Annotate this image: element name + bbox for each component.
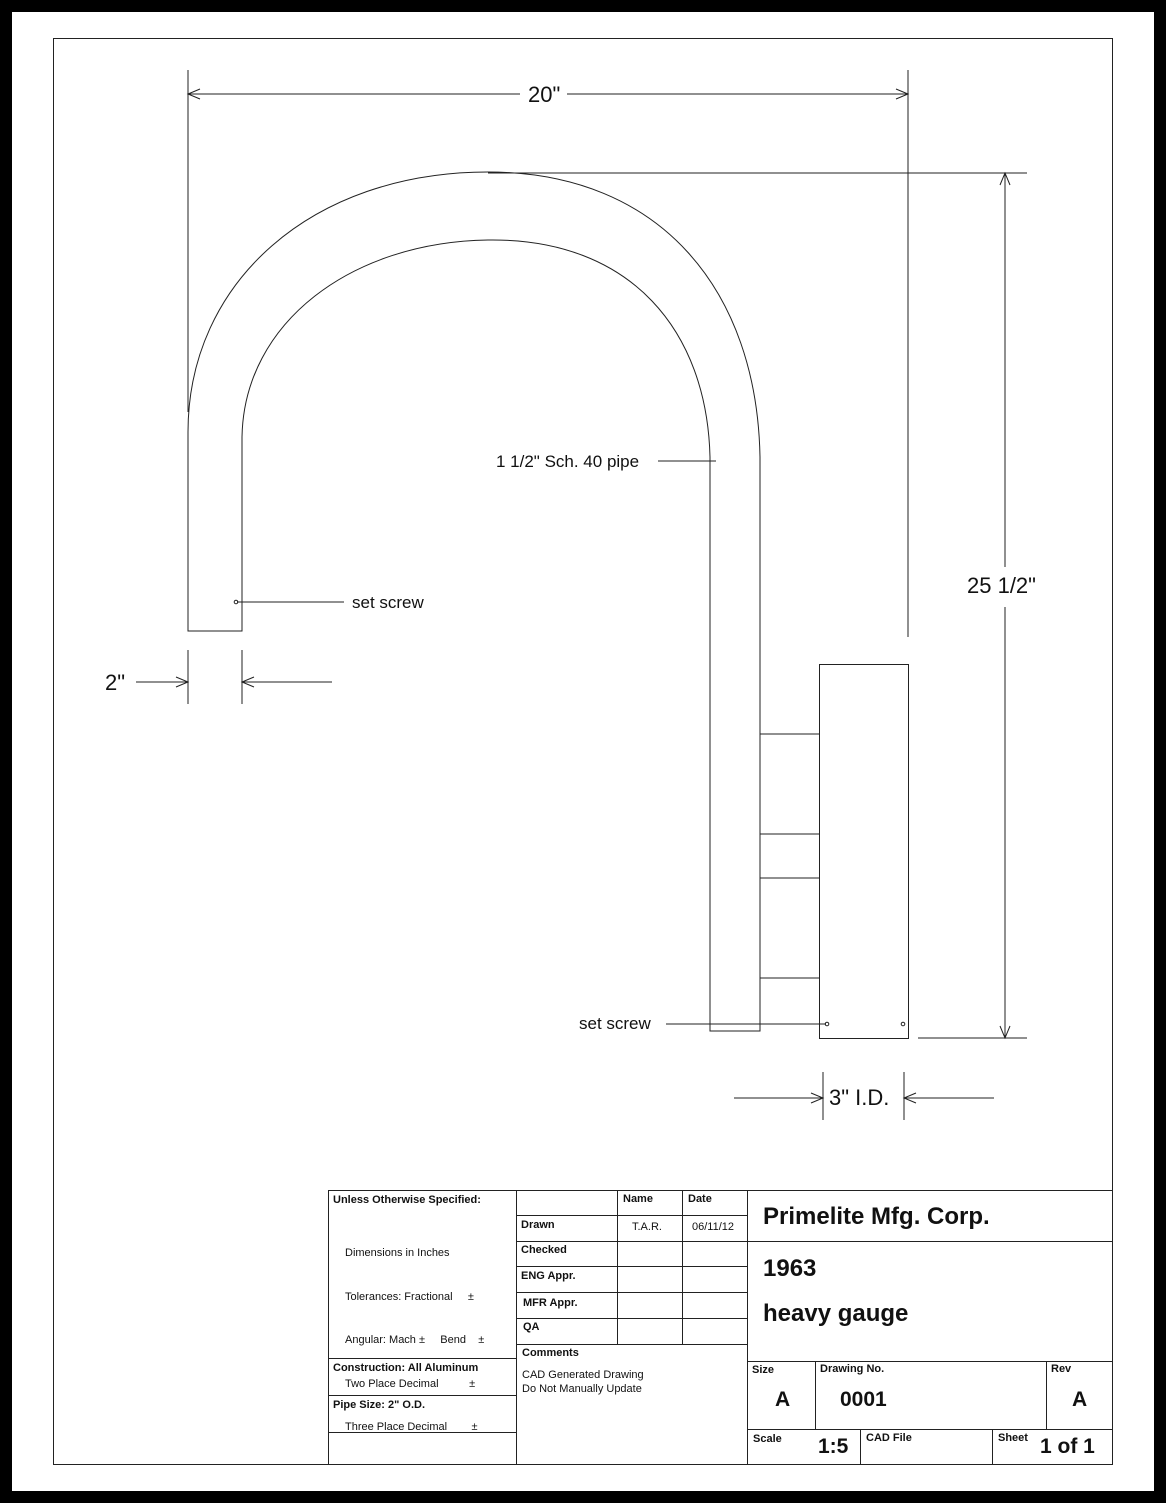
size-value: A (775, 1388, 791, 1411)
set-screw-callout-bottom: set screw (579, 1014, 651, 1033)
cad-file-label: CAD File (866, 1432, 912, 1444)
rev-value: A (1072, 1388, 1088, 1411)
drawn-name: T.A.R. (632, 1221, 662, 1233)
width-dimension-label: 20" (528, 82, 561, 107)
comments-text (522, 1368, 644, 1396)
set-screw-callout-top: set screw (352, 593, 424, 612)
drawing-number-label: Drawing No. (820, 1363, 885, 1375)
notes-heading: Unless Otherwise Specified: (333, 1194, 481, 1206)
height-dimension-label: 25 1/2" (967, 573, 1036, 598)
date-column-header: Date (688, 1193, 712, 1205)
sheet-border (54, 39, 1113, 1465)
sheet-value: 1 of 1 (1040, 1435, 1095, 1458)
set-screw-marker (901, 1022, 905, 1026)
drawn-date: 06/11/12 (692, 1221, 735, 1233)
technical-drawing (12, 12, 1154, 1491)
checked-label: Checked (521, 1244, 567, 1256)
sleeve-id-dimension-label: 3" I.D. (829, 1085, 890, 1110)
note-line: Three Place Decimal ± (345, 1421, 478, 1433)
drawing-title-line1: 1963 (763, 1255, 817, 1282)
drawing-sheet (12, 12, 1154, 1491)
qa-label: QA (523, 1321, 540, 1333)
name-column-header: Name (623, 1193, 653, 1205)
drawing-title-line2: heavy gauge (763, 1300, 909, 1327)
note-line: Angular: Mach ± Bend ± (345, 1334, 485, 1346)
scale-value: 1:5 (818, 1435, 849, 1458)
comment-line: Do Not Manually Update (522, 1383, 642, 1395)
tolerance-notes (345, 1217, 484, 1464)
drawing-number: 0001 (840, 1388, 887, 1411)
sheet-label: Sheet (998, 1432, 1028, 1444)
size-label: Size (752, 1364, 775, 1376)
note-line: Two Place Decimal ± (345, 1377, 476, 1390)
note-line: Tolerances: Fractional ± (345, 1290, 474, 1303)
pipe-width-dimension-label: 2" (105, 670, 126, 695)
pipe-callout: 1 1/2" Sch. 40 pipe (496, 452, 640, 471)
construction-note: Construction: All Aluminum (333, 1362, 479, 1374)
pipe-size-note: Pipe Size: 2" O.D. (333, 1399, 426, 1411)
note-line: Dimensions in Inches (345, 1247, 450, 1259)
scale-label: Scale (753, 1433, 782, 1445)
drawn-label: Drawn (521, 1219, 555, 1231)
eng-approval-label: ENG Appr. (521, 1270, 576, 1282)
company-name: Primelite Mfg. Corp. (763, 1203, 990, 1230)
mfr-approval-label: MFR Appr. (523, 1297, 578, 1309)
sleeve-outline (820, 665, 909, 1039)
comment-line: CAD Generated Drawing (522, 1369, 644, 1381)
comments-label: Comments (522, 1347, 579, 1359)
rev-label: Rev (1051, 1363, 1072, 1375)
